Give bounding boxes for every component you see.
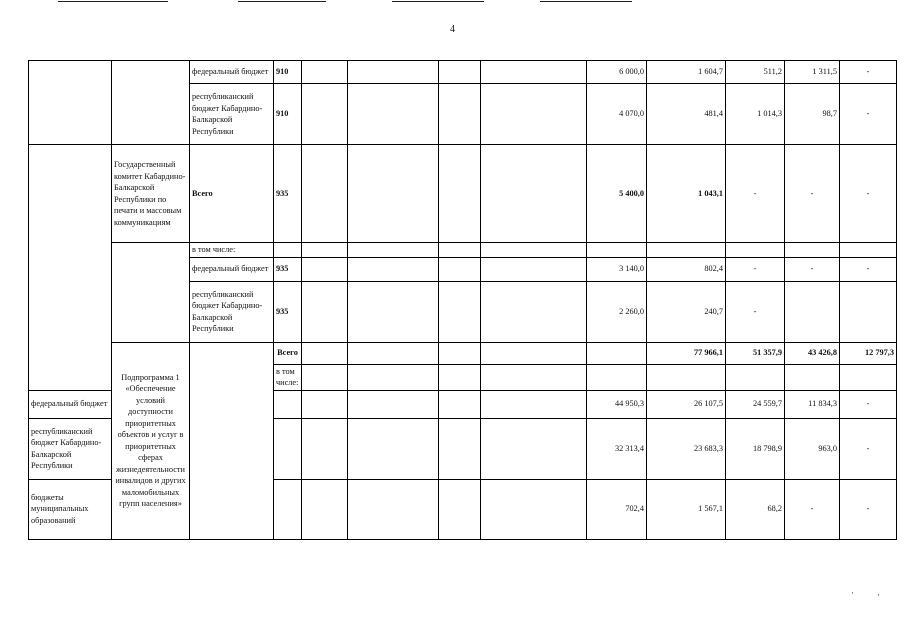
value-cell: - <box>726 281 785 342</box>
executor-cell-empty <box>112 243 190 343</box>
value-cell: 24 559,7 <box>726 390 785 418</box>
value-cell: 44 950,3 <box>587 390 647 418</box>
value-cell: 1 604,7 <box>647 61 726 84</box>
funding-source: Всего <box>190 145 274 243</box>
value-cell: 702,4 <box>587 479 647 539</box>
value-cell: 43 426,8 <box>785 342 840 364</box>
executor-name: Государственный комитет Кабардино-Балкарской Республики по печати и массовым коммуникациям <box>112 145 190 243</box>
value-cell: 1 014,3 <box>726 84 785 145</box>
value-cell: - <box>785 479 840 539</box>
funding-source: республиканский бюджет Кабардино-Балкарской Республики <box>29 418 112 479</box>
value-cell: - <box>785 145 840 243</box>
table-row <box>29 61 897 84</box>
value-cell: 802,4 <box>647 257 726 281</box>
table-row <box>29 145 897 243</box>
funding-source: в том числе: <box>190 243 274 258</box>
value-cell: 2 260,0 <box>587 281 647 342</box>
value-cell: 1 567,1 <box>647 479 726 539</box>
value-cell: - <box>840 418 897 479</box>
value-cell: - <box>840 257 897 281</box>
value-cell: - <box>840 145 897 243</box>
funding-source: федеральный бюджет <box>29 390 112 418</box>
value-cell: 18 798,9 <box>726 418 785 479</box>
funding-source: в том числе: <box>274 364 302 390</box>
value-cell: 68,2 <box>726 479 785 539</box>
grbs-code: 910 <box>274 84 302 145</box>
value-cell: - <box>726 145 785 243</box>
value-cell: - <box>840 84 897 145</box>
executor-cell-empty <box>190 342 274 539</box>
value-cell: 26 107,5 <box>647 390 726 418</box>
funding-source: республиканский бюджет Кабардино-Балкарской Республики <box>190 84 274 145</box>
page-number: 4 <box>450 24 455 35</box>
value-cell: - <box>840 390 897 418</box>
value-cell: 481,4 <box>647 84 726 145</box>
value-cell: - <box>726 257 785 281</box>
value-cell: 12 797,3 <box>840 342 897 364</box>
value-cell: 23 683,3 <box>647 418 726 479</box>
value-cell: 6 000,0 <box>587 61 647 84</box>
funding-source: бюджеты муниципальных образований <box>29 479 112 539</box>
funding-source: федеральный бюджет <box>190 257 274 281</box>
table-row <box>29 342 897 364</box>
funding-source: федеральный бюджет <box>190 61 274 84</box>
grbs-code: 935 <box>274 257 302 281</box>
value-cell: 77 966,1 <box>647 342 726 364</box>
value-cell: - <box>840 61 897 84</box>
table-row <box>29 243 897 258</box>
budget-table <box>28 60 897 540</box>
value-cell: 11 834,3 <box>785 390 840 418</box>
value-cell: - <box>840 479 897 539</box>
value-cell: 1 043,1 <box>647 145 726 243</box>
funding-source: Всего <box>274 342 302 364</box>
funding-source: республиканский бюджет Кабардино-Балкарской Республики <box>190 281 274 342</box>
subprogram-title: Подпрограмма 1 «Обеспечение условий доступности приоритетных объектов и услуг в приоритетных сферах жизнедеятельности инвалидов и других маломобильных групп населения» <box>112 342 190 539</box>
value-cell: 1 311,5 <box>785 61 840 84</box>
value-cell: 5 400,0 <box>587 145 647 243</box>
value-cell: 240,7 <box>647 281 726 342</box>
value-cell: 3 140,0 <box>587 257 647 281</box>
value-cell: - <box>785 257 840 281</box>
value-cell: 4 070,0 <box>587 84 647 145</box>
scan-speck: · <box>877 590 880 600</box>
program-cell-empty <box>29 61 112 145</box>
value-cell: 963,0 <box>785 418 840 479</box>
executor-cell-empty <box>112 61 190 145</box>
value-cell: 51 357,9 <box>726 342 785 364</box>
grbs-code: 935 <box>274 281 302 342</box>
value-cell: 98,7 <box>785 84 840 145</box>
value-cell: 32 313,4 <box>587 418 647 479</box>
scan-speck: · <box>851 588 854 598</box>
grbs-code: 910 <box>274 61 302 84</box>
value-cell: 511,2 <box>726 61 785 84</box>
grbs-code: 935 <box>274 145 302 243</box>
program-cell-empty <box>29 145 112 391</box>
